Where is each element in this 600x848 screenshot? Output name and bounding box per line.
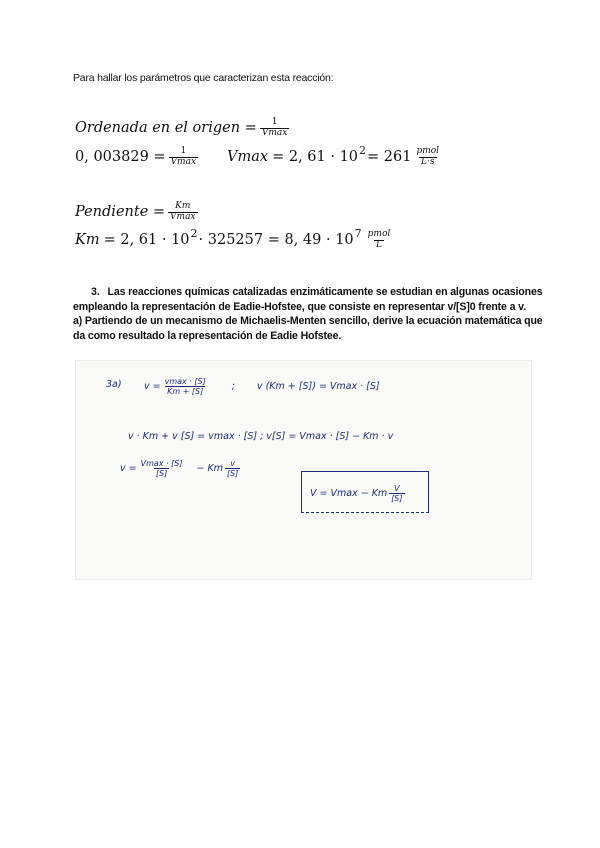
hw-boxed-lhs: V = Vmax − Km [310, 488, 388, 500]
hw-line-3: v = $\frac{Vmax \cdot [S]}{[S]}$ − Km $\frac{v}{[S]}$ [120, 459, 239, 479]
km-exponent-1: 2 [190, 226, 198, 240]
hw-boxed-fraction: $\frac{V}{[S]}$ [391, 484, 403, 504]
intercept-value: 0, 003829 = [75, 149, 166, 166]
equation-ordenada [75, 118, 292, 139]
intro-text: Para hallar los parámetros que caracterizan esta reacción: [73, 72, 334, 84]
km-exponent-2: 7 [354, 226, 362, 240]
hw-fraction-1: $\frac{vmax \cdot [S]}{Km + [S]}$ [164, 377, 206, 397]
handwritten-derivation-photo [75, 360, 532, 580]
question-3 [73, 285, 543, 343]
question-part-a: a) Partiendo de un mecanismo de Michaelis-Menten sencillo, derive la ecuación matemática que da como resultado la representación de Eadie Hofstee. [73, 315, 543, 342]
hw-line-1: v = $\frac{vmax \cdot [S]}{Km + [S]}$ ; v (Km + [S]) = Vmax · [S] [144, 377, 380, 397]
km-symbol: Km [75, 232, 100, 249]
fraction-km-over-vmax: $\frac{Km}{Vmax}$ [170, 201, 196, 222]
equation-pendiente [75, 202, 201, 223]
fraction-1-over-vmax: $\frac{1}{Vmax}$ [261, 117, 288, 138]
equation-vmax [75, 143, 444, 168]
equation-km [75, 226, 395, 251]
equation-ordenada-label: Ordenada en el origen = [75, 120, 257, 137]
vmax-unit: $\frac{\text{pmol}}{L\cdot s}$ [416, 146, 440, 167]
vmax-value: = 2, 61 · 10 [272, 149, 359, 166]
hw-fraction-2: $\frac{Vmax \cdot [S]}{[S]}$ [140, 459, 183, 479]
vmax-result: = 261 [367, 149, 412, 166]
hw-fraction-3: $\frac{v}{[S]}$ [226, 459, 239, 479]
question-number: 3. [91, 286, 100, 298]
equation-pendiente-label: Pendiente = [75, 204, 166, 221]
hw-boxed-result [301, 471, 429, 513]
km-value-part1: = 2, 61 · 10 [103, 232, 190, 249]
hw-line-2: v · Km + v [S] = vmax · [S] ; v[S] = Vmax · [S] − Km · v [128, 431, 394, 442]
km-unit: $\frac{\text{pmol}}{L}$ [367, 229, 391, 250]
hw-label: 3a) [106, 379, 122, 390]
km-value-part2: · 325257 = 8, 49 · 10 [198, 232, 354, 249]
vmax-exponent: 2 [359, 143, 367, 157]
fraction-1-over-vmax-2: $\frac{1}{Vmax}$ [170, 146, 197, 167]
question-text: Las reacciones químicas catalizadas enzimáticamente se estudian en algunas ocasiones empleando la representación de Eadie-Hofstee, que consiste en representar v/[S]0 frente a v. [73, 286, 543, 313]
vmax-symbol: Vmax [227, 149, 269, 166]
